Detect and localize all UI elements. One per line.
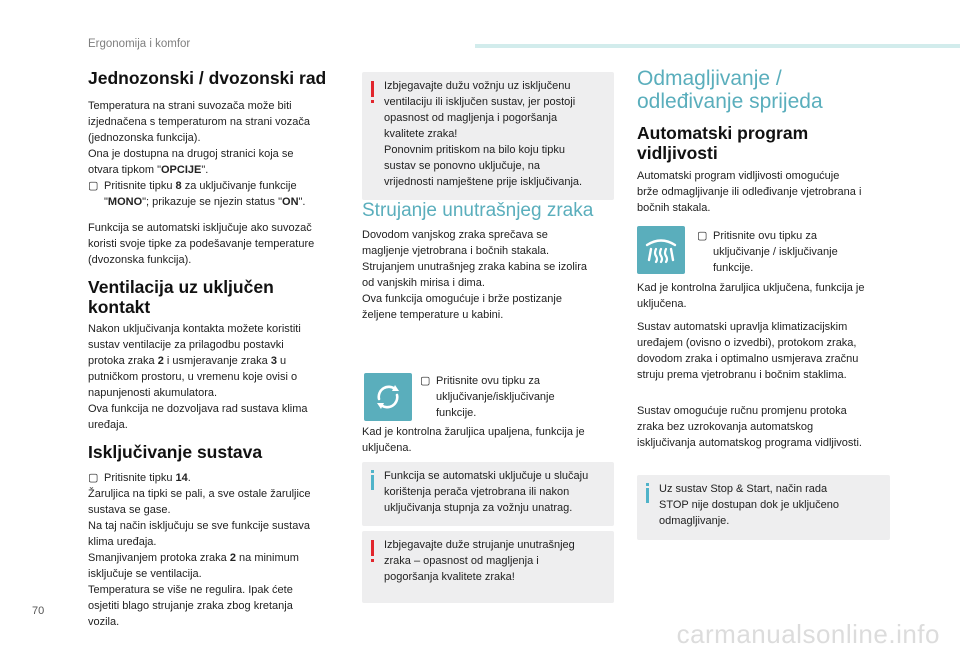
checkbox-bullet-icon: ▢ bbox=[88, 180, 99, 192]
info-icon bbox=[371, 475, 374, 490]
paragraph-indicator-recirculation: Kad je kontrolna žaruljica upaljena, funkcija je uključena. bbox=[362, 426, 585, 454]
bullet-press-8: ▢ Pritisnite tipku 8 za uključivanje funkcije bbox=[88, 180, 297, 192]
checkbox-bullet-icon: ▢ bbox=[420, 375, 431, 387]
paragraph-recirculation: Dovodom vanjskog zraka sprečava se magljenje vjetrobrana i bočnih stakala. Strujanjem unutrašnjeg zraka kabina se izolira od vanjskih mirisa i dima. Ova funkcija omogućuje i brže postizanje željene temperature u kabini. bbox=[362, 229, 588, 321]
warning-box-ventilation: Izbjegavajte dužu vožnju uz isključenu ventilaciju ili isključen sustav, jer postoji opasnost od magljenja i pogoršanja kvalitete zraka! Ponovnim pritiskom na bilo koju tipku sustav se ponovno uključuje, na vrijednosti namještene prije isključivanja. bbox=[362, 72, 614, 200]
paragraph-auto-off: Funkcija se automatski isključuje ako suvozač koristi svoje tipke za podešavanje temperature (dvozonska funkcija). bbox=[88, 222, 315, 266]
header-rule bbox=[475, 44, 960, 48]
paragraph-indicator-visibility: Kad je kontrolna žaruljica uključena, funkcija je uključena. bbox=[637, 282, 865, 310]
heading-recirculation: Strujanje unutrašnjeg zraka bbox=[362, 200, 594, 221]
paragraph-turn-off: ▢ Pritisnite tipku 14. Žaruljica na tipki se pali, a sve ostale žaruljice sustava se gase. Na taj način isključuju se sve funkcije sustava klima uređaja. Smanjivanjem protoka zraka 2 na minimum isključuje se ventilacija. Temperatura se više ne regulira. Ipak ćete osjetiti blago strujanje zraka zbog kretanja vozila. bbox=[88, 470, 338, 630]
windshield-defrost-icon bbox=[643, 232, 679, 268]
paragraph-auto-control: Sustav automatski upravlja klimatizacijskim uređajem (ovisno o izvedbi), protokom zraka, dovodom zraka i optimalno usmjerava zračnu struju prema vjetrobranu i bočnim staklima. bbox=[637, 321, 859, 381]
watermark: carmanualsonline.info bbox=[676, 619, 940, 649]
recirculation-arrows-icon bbox=[370, 379, 406, 415]
info-box-recirculation: Funkcija se automatski uključuje u slučaju korištenja perača vjetrobrana ili nakon uključivanja stupnja za vožnju unatrag. bbox=[362, 462, 614, 526]
warning-icon bbox=[371, 540, 374, 556]
paragraph-auto-visibility: Automatski program vidljivosti omogućuje brže odmagljivanje ili odleđivanje vjetrobrana i bočnih stakala. bbox=[637, 170, 862, 214]
bullet-press-14: ▢ Pritisnite tipku 14. bbox=[88, 472, 191, 484]
icon-instruction-recirculation: ▢ Pritisnite ovu tipku za uključivanje/isključivanje funkcije. bbox=[420, 375, 555, 419]
checkbox-bullet-icon: ▢ bbox=[88, 472, 99, 484]
section-label: Ergonomija i komfor bbox=[88, 38, 191, 50]
warning-icon bbox=[371, 81, 374, 97]
visibility-button-icon bbox=[637, 226, 685, 274]
heading-turn-off: Isključivanje sustava bbox=[88, 442, 263, 462]
info-box-stop-start: Uz sustav Stop & Start, način rada STOP nije dostupan dok je uključeno odmagljivanje. bbox=[637, 475, 890, 540]
icon-instruction-visibility: ▢ Pritisnite ovu tipku za uključivanje / isključivanje funkcije. bbox=[697, 230, 838, 274]
checkbox-bullet-icon: ▢ bbox=[697, 230, 708, 242]
recirculation-button-icon bbox=[364, 373, 412, 421]
column-1 bbox=[88, 68, 338, 630]
heading-auto-visibility: Automatski program vidljivosti bbox=[637, 123, 809, 163]
paragraph-manual-change: Sustav omogućuje ručnu promjenu protoka zraka bez uzrokovanja automatskog isključivanja automatskog programa vidljivosti. bbox=[637, 405, 862, 449]
page-number: 70 bbox=[32, 605, 45, 617]
heading-ventilation: Ventilacija uz uključen kontakt bbox=[88, 277, 274, 317]
heading-single-dual-zone: Jednozonski / dvozonski rad bbox=[88, 68, 327, 88]
paragraph-single-zone: Temperatura na strani suvozača može biti izjednačena s temperaturom na strani vozača (jednozonska funkcija). Ona je dostupna na drugoj stranici koja se otvara tipkom "OPCIJE". ▢ Pritisnite tipku 8 za uključivanje funkcije "MONO"; prikazuje se njezin status "ON". bbox=[88, 98, 338, 210]
paragraph-ventilation: Nakon uključivanja kontakta možete koristiti sustav ventilacije za prilagodbu postavki protoka zraka 2 i usmjeravanje zraka 3 u putničkom prostoru, u vremenu koje ovisi o napunjenosti akumulatora. Ova funkcija ne dozvoljava rad sustava klima uređaja. bbox=[88, 323, 308, 431]
heading-demist: Odmagljivanje / odleđivanje sprijeda bbox=[637, 67, 823, 113]
warning-box-recirculation: Izbjegavajte duže strujanje unutrašnjeg zraka – opasnost od magljenja i pogoršanja kvalitete zraka! bbox=[362, 531, 614, 603]
info-icon bbox=[646, 488, 649, 503]
